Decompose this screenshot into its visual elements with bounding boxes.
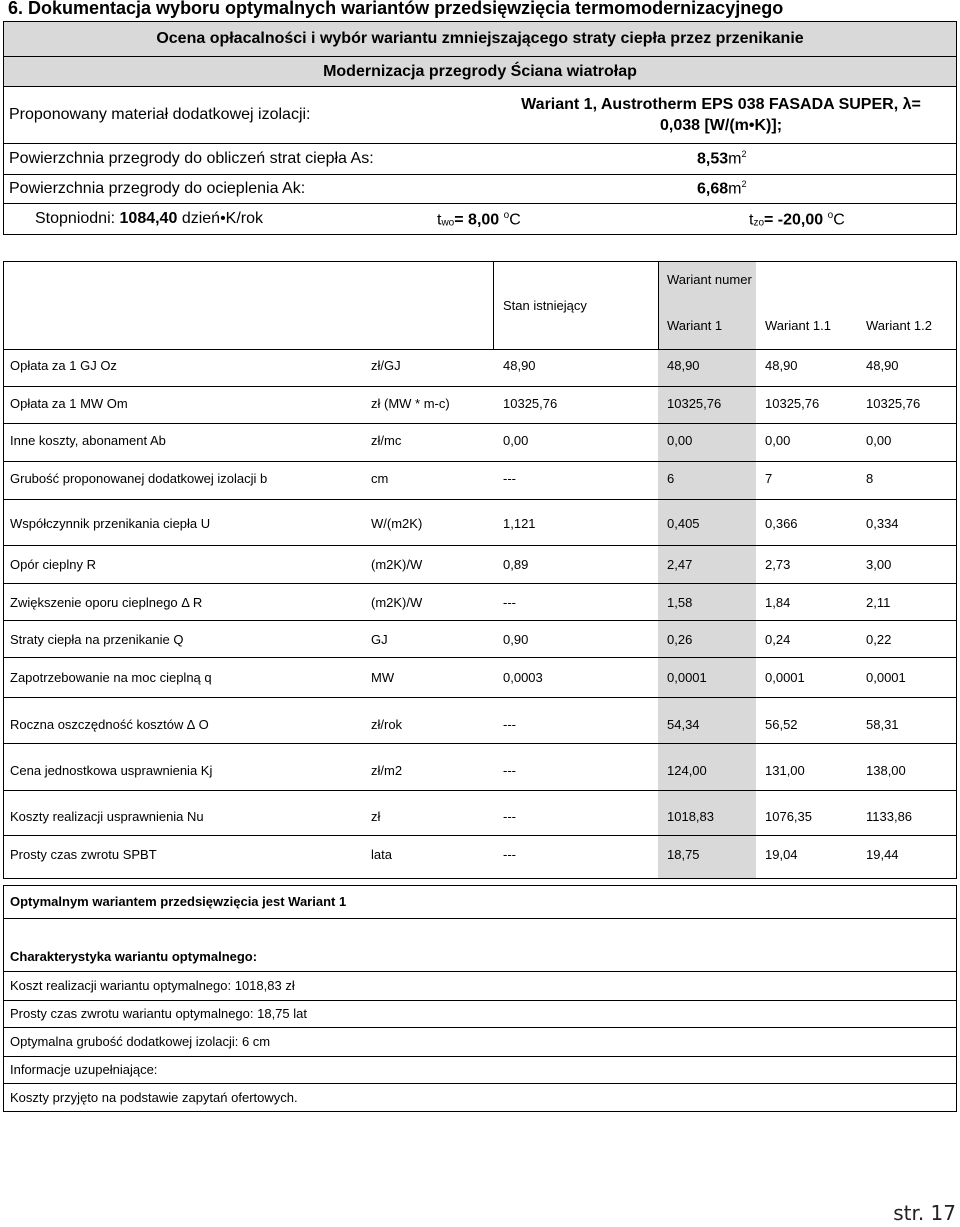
t-wo: $t_{wo}= 8,00$ $^o$C [437,210,521,229]
degree-days-row [4,204,957,235]
row-value: 1076,35 [765,809,812,824]
row-label: Straty ciepła na przenikanie Q [10,632,184,647]
row-value: 1,121 [503,516,536,531]
degree-days: Stopniodni: 1084,40 dzień•K/rok [35,210,264,227]
header-table [3,21,957,235]
row-value: 10325,76 [765,396,820,411]
summary-divider [3,1056,957,1057]
row-unit: cm [371,471,389,486]
row-unit: lata [371,847,392,862]
row-divider [3,790,957,791]
row-unit: zł [371,809,381,824]
row-value: --- [503,763,516,778]
row-value: 0,26 [667,632,693,647]
column-header-wariant-1: Wariant 1 [667,318,723,333]
row-value: 138,00 [866,763,906,778]
row-value: 19,44 [866,847,899,862]
row-value: 0,00 [503,433,529,448]
row-value: 58,31 [866,717,899,732]
row-value: 0,334 [866,516,899,531]
row-value: 2,73 [765,557,791,572]
row-value: 7 [765,471,773,486]
row-value: 48,90 [866,358,899,373]
row-value: 0,00 [667,433,693,448]
header-divider-left [493,262,494,350]
row-label: Zapotrzebowanie na moc cieplną q [10,670,212,685]
ak-value: $6,68m^2$ [486,175,957,204]
row-label: Współczynnik przenikania ciepła U [10,516,211,531]
row-value: 1,84 [765,595,791,610]
variant-table [3,261,957,879]
additional-info-text: Koszty przyjęto na podstawie zapytań ofertowych. [10,1090,298,1105]
row-value: 56,52 [765,717,798,732]
row-divider [3,461,957,462]
optimal-variant: Optymalnym wariantem przedsięwzięcia jest Wariant 1 [10,894,347,909]
row-label: Opłata za 1 MW Om [10,396,128,411]
row-value: 0,405 [667,516,700,531]
row-value: 0,00 [765,433,791,448]
row-value: 1133,86 [866,809,913,824]
material-value [486,87,957,144]
additional-info-label: Informacje uzupełniające: [10,1062,158,1077]
row-unit: zł/rok [371,717,403,732]
row-value: 0,22 [866,632,892,647]
row-divider [3,386,957,387]
row-divider [3,743,957,744]
row-value: 48,90 [765,358,798,373]
row-value: 18,75 [667,847,700,862]
row-value: 3,00 [866,557,892,572]
column-header-wariant-1-1: Wariant 1.1 [765,318,831,333]
row-unit: W/(m2K) [371,516,423,531]
material-value-line2: 0,038 [W/(m•K)]; [659,117,783,134]
header-title-1: Ocena opłacalności i wybór wariantu zmniejszającego straty ciepła przez przenikanie [4,22,957,57]
row-divider [3,423,957,424]
row-unit: GJ [371,632,388,647]
row-divider [3,657,957,658]
row-value: 131,00 [765,763,805,778]
row-value: --- [503,847,516,862]
row-divider [3,499,957,500]
row-value: 0,90 [503,632,529,647]
row-unit: (m2K)/W [371,557,423,572]
t-zo: $t_{zo}= -20,00$ $^o$C [749,210,845,229]
row-value: 2,11 [866,595,891,610]
row-value: --- [503,809,516,824]
wariant-numer-header: Wariant numer [667,272,752,287]
row-value: 10325,76 [503,396,558,411]
row-label: Cena jednostkowa usprawnienia Kj [10,763,213,778]
row-divider [3,545,957,546]
page-number: str. 17 [893,1201,956,1225]
row-unit: (m2K)/W [371,595,423,610]
header-divider-right [658,262,659,350]
summary-box [3,885,957,1112]
ak-label: Powierzchnia przegrody do ocieplenia Ak: [4,175,487,204]
summary-divider [3,1000,957,1001]
row-label: Koszty realizacji usprawnienia Nu [10,809,204,824]
summary-divider [3,918,957,919]
row-value: 0,0001 [667,670,707,685]
row-unit: MW [371,670,395,685]
row-value: 0,89 [503,557,529,572]
row-value: 1018,83 [667,809,714,824]
row-value: --- [503,595,516,610]
row-label: Zwiększenie oporu cieplnego Δ R [10,595,203,610]
row-divider [3,583,957,584]
row-unit: zł/m2 [371,763,403,778]
as-label: Powierzchnia przegrody do obliczeń strat ciepła As: [4,144,487,175]
optimal-cost: Koszt realizacji wariantu optymalnego: 1018,83 zł [10,978,295,993]
summary-divider [3,971,957,972]
row-divider [3,835,957,836]
row-divider [3,697,957,698]
row-unit: zł/GJ [371,358,401,373]
section-title: 6. Dokumentacja wyboru optymalnych wariantów przedsięwzięcia termomodernizacyjnego [8,0,784,18]
row-value: 0,00 [866,433,892,448]
row-unit: zł/mc [371,433,402,448]
column-header-wariant-1-2: Wariant 1.2 [866,318,932,333]
row-value: --- [503,717,516,732]
optimal-thickness: Optymalna grubość dodatkowej izolacji: 6 cm [10,1034,271,1049]
summary-divider [3,1083,957,1084]
row-value: 0,0001 [765,670,805,685]
row-value: 6 [667,471,675,486]
row-value: 0,24 [765,632,791,647]
row-value: 48,90 [503,358,536,373]
row-label: Roczna oszczędność kosztów ∆ O [10,717,209,732]
row-value: 10325,76 [866,396,921,411]
row-value: 0,366 [765,516,798,531]
row-value: --- [503,471,516,486]
row-label: Prosty czas zwrotu SPBT [10,847,157,862]
summary-divider [3,1027,957,1028]
row-value: 2,47 [667,557,693,572]
row-value: 0,0001 [866,670,906,685]
row-label: Opór cieplny R [10,557,96,572]
row-value: 10325,76 [667,396,722,411]
row-label: Inne koszty, abonament Ab [10,433,166,448]
as-value: $8,53m^2$ [486,144,957,175]
row-value: 8 [866,471,874,486]
header-title-2: Modernizacja przegrody Ściana wiatrołap [4,57,957,87]
row-value: 54,34 [667,717,700,732]
row-divider [3,620,957,621]
material-label: Proponowany materiał dodatkowej izolacji: [4,87,487,144]
row-value: 1,58 [667,595,693,610]
optimal-payback: Prosty czas zwrotu wariantu optymalnego: 18,75 lat [10,1006,307,1021]
material-value-line1: Wariant 1, Austrotherm EPS 038 FASADA SUPER, λ= [521,96,921,113]
row-value: 48,90 [667,358,700,373]
characteristics-title: Charakterystyka wariantu optymalnego: [10,949,258,964]
row-label: Opłata za 1 GJ Oz [10,358,117,373]
row-unit: zł (MW * m-c) [371,396,450,411]
row-value: 124,00 [667,763,707,778]
row-value: 0,0003 [503,670,543,685]
stan-istniejacy-header: Stan istniejący [503,298,587,313]
row-value: 19,04 [765,847,798,862]
header-bottom-line [3,349,957,350]
row-label: Grubość proponowanej dodatkowej izolacji b [10,471,268,486]
